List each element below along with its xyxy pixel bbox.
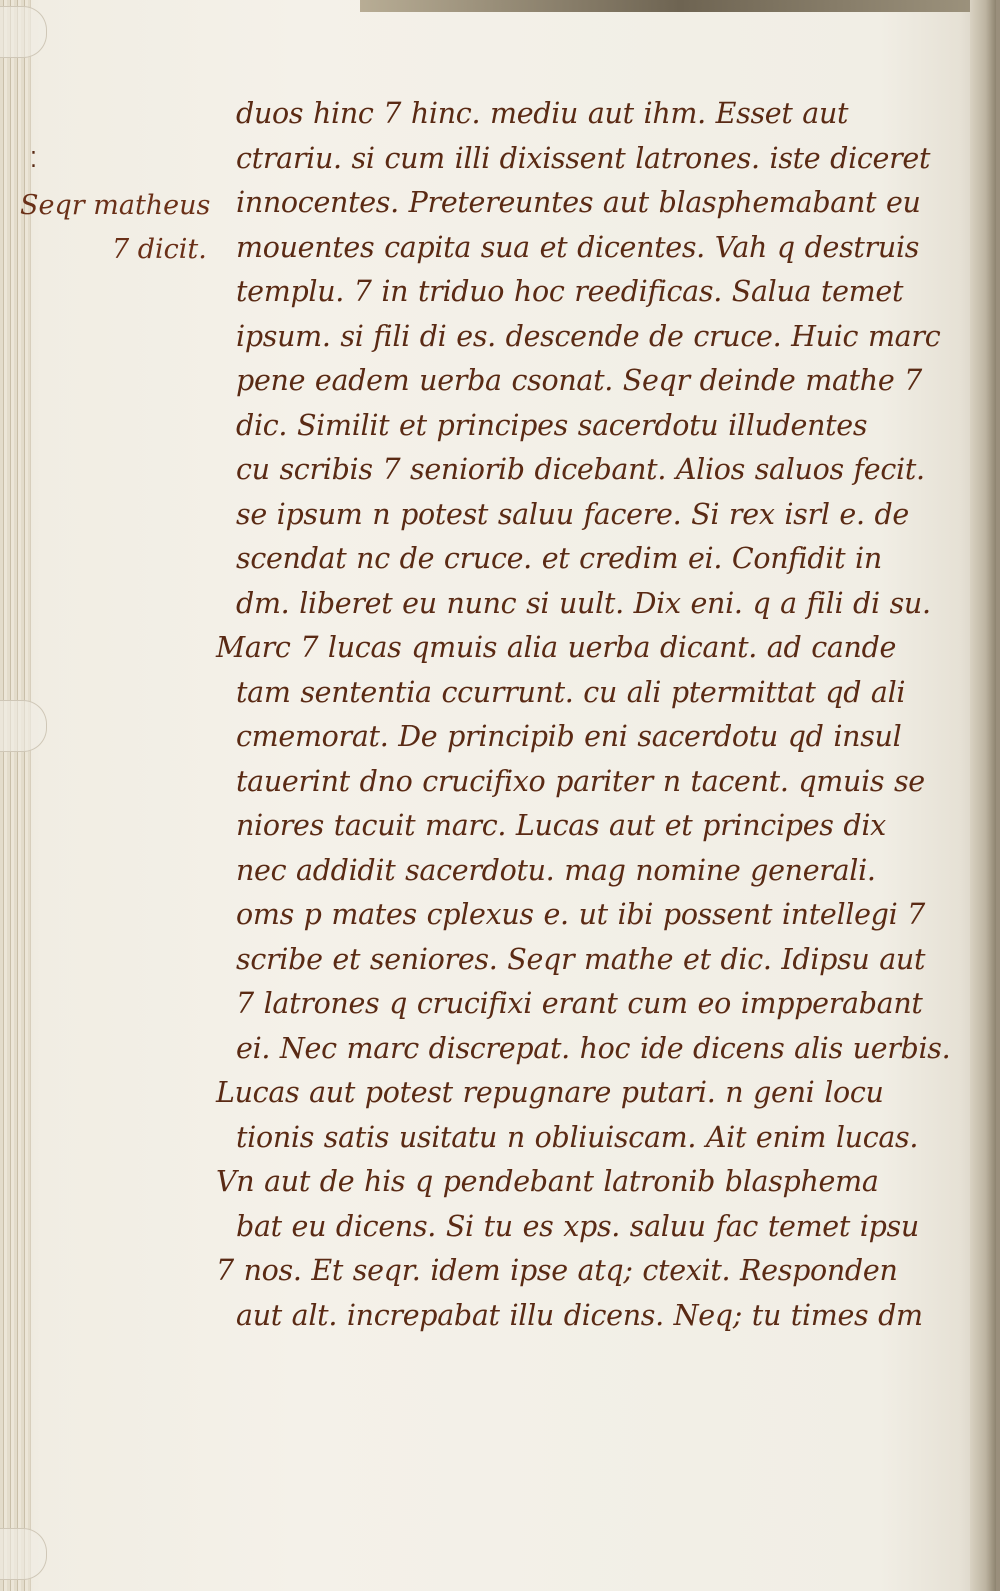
text-line: scendat nc de cruce. et credim ei. Confidit in	[236, 542, 882, 575]
page-tab	[0, 1528, 47, 1580]
text-line: Lucas aut potest repugnare putari. n geni locu	[216, 1076, 884, 1109]
text-line: Vn aut de his q pendebant latronib blasphema	[216, 1165, 879, 1198]
marginal-note-line: 7 dicit.	[112, 234, 207, 265]
text-line: se ipsum n potest saluu facere. Si rex isrl e. de	[236, 497, 909, 531]
text-line: 7 nos. Et seqr. idem ipse atq; ctexit. Responden	[216, 1254, 898, 1287]
text-line: ctrariu. si cum illi dixissent latrones. iste diceret	[236, 141, 931, 175]
text-line: ei. Nec marc discrepat. hoc ide dicens alis uerbis.	[236, 1031, 951, 1065]
text-line: tam sententia ccurrunt. cu ali ptermittat qd ali	[236, 675, 906, 709]
text-line: bat eu dicens. Si tu es xps. saluu fac temet ipsu	[236, 1209, 919, 1243]
text-line: duos hinc 7 hinc. mediu aut ihm. Esset aut	[236, 97, 849, 130]
text-line: mouentes capita sua et dicentes. Vah q destruis	[236, 230, 920, 264]
text-line: nec addidit sacerdotu. mag nomine generali.	[236, 853, 876, 887]
text-line: innocentes. Pretereuntes aut blasphemabant eu	[236, 186, 921, 219]
text-line: tionis satis usitatu n obliuiscam. Ait enim lucas.	[236, 1120, 919, 1154]
text-line: niores tacuit marc. Lucas aut et principes dix	[236, 809, 886, 842]
text-line: templu. 7 in triduo hoc reedificas. Salua temet	[236, 275, 904, 308]
text-line: oms p mates cplexus e. ut ibi possent intellegi 7	[236, 898, 926, 931]
text-line: scribe et seniores. Seqr mathe et dic. Idipsu aut	[236, 942, 926, 976]
text-line: cu scribis 7 seniorib dicebant. Alios saluos fecit.	[236, 453, 925, 486]
text-line: 7 latrones q crucifixi erant cum eo impperabant	[236, 987, 923, 1020]
page-tab	[0, 700, 47, 752]
text-line: tauerint dno crucifixo pariter n tacent. qmuis se	[236, 764, 925, 798]
text-line: Marc 7 lucas qmuis alia uerba dicant. ad cande	[216, 631, 897, 664]
text-line: aut alt. increpabat illu dicens. Neq; tu times dm	[236, 1298, 923, 1332]
marginal-mark: ⁚	[30, 148, 37, 173]
page-tab	[0, 6, 47, 58]
text-line: dm. liberet eu nunc si uult. Dix eni. q a fili di su.	[236, 586, 931, 620]
book-edge-right	[970, 0, 996, 1591]
text-line: dic. Similit et principes sacerdotu illudentes	[236, 408, 868, 442]
text-line: ipsum. si fili di es. descende de cruce. Huic marc	[236, 319, 941, 353]
text-line: pene eadem uerba csonat. Seqr deinde mathe 7	[236, 364, 922, 397]
main-text	[216, 92, 951, 1338]
book-edge-top	[360, 0, 996, 12]
text-line: cmemorat. De principib eni sacerdotu qd insul	[236, 720, 902, 753]
marginal-note-line: Seqr matheus	[20, 190, 211, 221]
marginal-note	[20, 184, 230, 272]
